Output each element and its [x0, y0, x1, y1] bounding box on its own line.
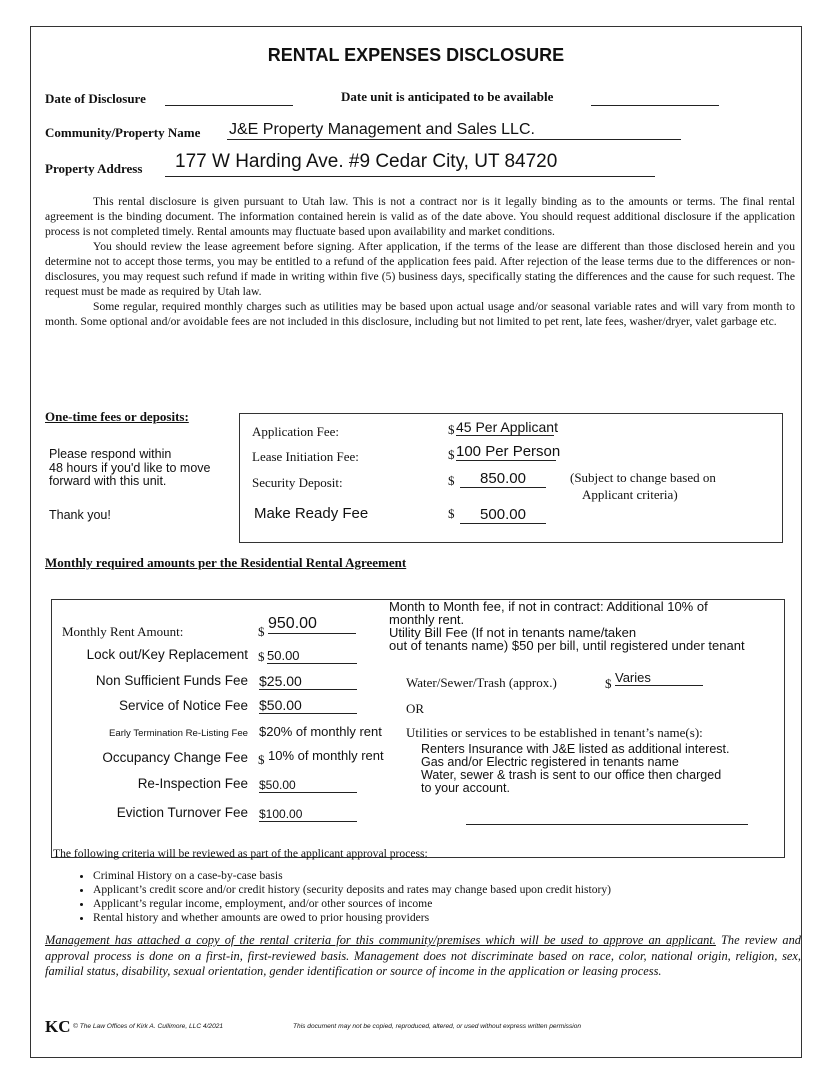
criteria-item: • Rental history and whether amounts are owed to prior housing providers	[93, 911, 793, 925]
management-statement	[45, 933, 801, 980]
respond-note	[49, 448, 211, 489]
occupancy-change-label: Occupancy Change Fee	[102, 750, 248, 765]
tenant-utility-item: to your account.	[421, 781, 510, 795]
nsf-label: Non Sufficient Funds Fee	[95, 673, 248, 688]
security-deposit-note: Applicant criteria)	[582, 487, 678, 502]
respond-note-line: Please respond within	[49, 447, 172, 461]
eviction-turnover-value[interactable]: $100.00	[259, 807, 357, 822]
intro-paragraph-3: Some regular, required monthly charges such as utilities may be based upon actual usage and/or seasonal variable rates and will vary from month to month. Some optional and/or avoidable fees are not included in this disclosure, including but not limited to pet rent, late fees, washer/dryer, valet garbage etc.	[45, 300, 795, 328]
month-to-month-line: Month to Month fee, if not in contract: Additional 10% of	[389, 599, 708, 614]
dollar-sign: $	[448, 506, 455, 521]
application-fee-value[interactable]: 45 Per Applicant	[456, 419, 558, 435]
or-text: OR	[406, 701, 425, 716]
monthly-heading: Monthly required amounts per the Residential Rental Agreement	[45, 555, 407, 570]
criteria-intro: The following criteria will be reviewed as part of the applicant approval process:	[53, 847, 428, 860]
property-address-line	[165, 176, 655, 177]
criteria-item: • Applicant’s regular income, employment, and/or other sources of income	[93, 897, 793, 911]
reinspection-label: Re-Inspection Fee	[137, 776, 248, 791]
water-sewer-trash-label: Water/Sewer/Trash (approx.)	[406, 675, 557, 690]
dollar-sign: $	[258, 624, 265, 639]
intro-paragraph-1: This rental disclosure is given pursuant to Utah law. This is not a contract nor is it legally binding as to the amounts or terms. The final rental agreement is the binding document. The information contained herein is valid as of the date above. You should request additional disclosure if the application process is not completed timely. Rental amounts may fluctuate based upon availability and market conditions.	[45, 195, 795, 238]
occupancy-change-value[interactable]: 10% of monthly rent	[268, 748, 384, 763]
tenant-utility-item: Gas and/or Electric registered in tenants name	[421, 755, 679, 769]
criteria-item: • Applicant’s credit score and/or credit history (security deposits and rates may change based upon credit history)	[93, 883, 793, 897]
page-title: RENTAL EXPENSES DISCLOSURE	[267, 45, 565, 65]
property-address-label: Property Address	[45, 161, 143, 176]
reinspection-value[interactable]: $50.00	[259, 778, 357, 793]
tenant-utility-item: Renters Insurance with J&E listed as additional interest.	[421, 742, 730, 756]
eviction-turnover-label: Eviction Turnover Fee	[116, 805, 248, 820]
thank-you-note: Thank you!	[49, 508, 111, 522]
make-ready-fee-value[interactable]: 500.00	[460, 506, 546, 524]
date-of-disclosure-label: Date of Disclosure	[45, 91, 146, 106]
copyright-text: © The Law Offices of Kirk A. Cullimore, LLC 4/2021	[73, 1023, 224, 1030]
community-name-label: Community/Property Name	[45, 125, 201, 140]
available-date-field[interactable]	[591, 105, 719, 106]
early-termination-value[interactable]: $20% of monthly rent	[259, 724, 382, 739]
management-statement-underlined: Management has attached a copy of the rental criteria for this community/premises which will be used to approve an applicant.	[45, 933, 716, 947]
community-name-line	[227, 139, 681, 140]
property-address-value[interactable]: 177 W Harding Ave. #9 Cedar City, UT 84720	[175, 151, 558, 172]
onetime-fees-box	[239, 413, 783, 543]
dollar-sign: $	[258, 649, 265, 664]
month-to-month-line: monthly rent.	[389, 612, 465, 627]
monthly-rent-label: Monthly Rent Amount:	[62, 624, 184, 639]
intro-paragraph-2: You should review the lease agreement before signing. After application, if the terms of the lease are different than those disclosed herein and you determine not to accept those terms, you may be entitled to a refund of the application fees paid. After rejection of the lease terms due to the differences or non-disclosures, you may request such refund if made in writing within five (5) business days, specifically stating the differences and the cause for such request. The request must be made as required by Utah law.	[45, 240, 795, 298]
dollar-sign: $	[448, 447, 455, 462]
onetime-heading: One-time fees or deposits:	[45, 409, 189, 424]
disclosure-form	[30, 26, 802, 1058]
dollar-sign: $	[448, 473, 455, 488]
management-statement-text: The review and approval process is done on a first-in, first-reviewed basis. Management does not discriminate based on race, color, national origin, religion, sex, familial status, disability, sexual orientation, gender identification or source of income in the application or leasing process.	[45, 933, 801, 978]
dollar-sign: $	[605, 676, 612, 691]
utility-fee-line: Utility Bill Fee (If not in tenants name/taken	[389, 625, 637, 640]
security-deposit-value[interactable]: 850.00	[460, 470, 546, 488]
service-notice-label: Service of Notice Fee	[118, 698, 248, 713]
dollar-sign: $	[258, 752, 265, 767]
lockout-label: Lock out/Key Replacement	[86, 647, 248, 662]
community-name-value[interactable]: J&E Property Management and Sales LLC.	[229, 121, 535, 138]
tenant-utilities-label: Utilities or services to be established in tenant’s name(s):	[406, 725, 703, 740]
early-termination-label: Early Termination Re-Listing Fee	[109, 728, 248, 739]
lease-initiation-fee-label: Lease Initiation Fee:	[252, 449, 359, 464]
tenant-utilities-list	[421, 743, 730, 795]
intro-text	[45, 194, 795, 329]
criteria-item: • Criminal History on a case-by-case basis	[93, 869, 793, 883]
respond-note-line: 48 hours if you'd like to move	[49, 460, 211, 475]
application-fee-label: Application Fee:	[252, 424, 340, 439]
make-ready-fee-label: Make Ready Fee	[254, 505, 369, 522]
service-notice-value[interactable]: $50.00	[259, 697, 357, 714]
date-of-disclosure-field[interactable]	[165, 105, 293, 106]
month-to-month-note	[389, 600, 745, 652]
water-sewer-trash-value[interactable]: Varies	[615, 670, 703, 686]
monthly-rent-value[interactable]: 950.00	[268, 615, 356, 634]
dollar-sign: $	[448, 422, 455, 437]
lease-initiation-fee-value[interactable]: 100 Per Person	[456, 443, 561, 460]
criteria-list	[67, 869, 793, 925]
nsf-value[interactable]: $25.00	[259, 673, 357, 690]
tenant-utility-item: Water, sewer & trash is sent to our office then charged	[421, 768, 722, 782]
law-office-logo: KC	[45, 1017, 71, 1036]
lockout-value[interactable]: 50.00	[267, 648, 357, 664]
security-deposit-label: Security Deposit:	[252, 475, 343, 490]
monthly-amounts-box	[51, 599, 785, 858]
utility-fee-line: out of tenants name) $50 per bill, until registered under tenant	[389, 638, 745, 653]
tenant-utilities-line	[466, 824, 748, 825]
security-deposit-note: (Subject to change based on	[570, 470, 716, 485]
copy-notice-text: This document may not be copied, reproduced, altered, or used without express written permission	[293, 1023, 582, 1030]
respond-note-line: forward with this unit.	[49, 474, 167, 488]
available-date-label: Date unit is anticipated to be available	[341, 89, 554, 104]
